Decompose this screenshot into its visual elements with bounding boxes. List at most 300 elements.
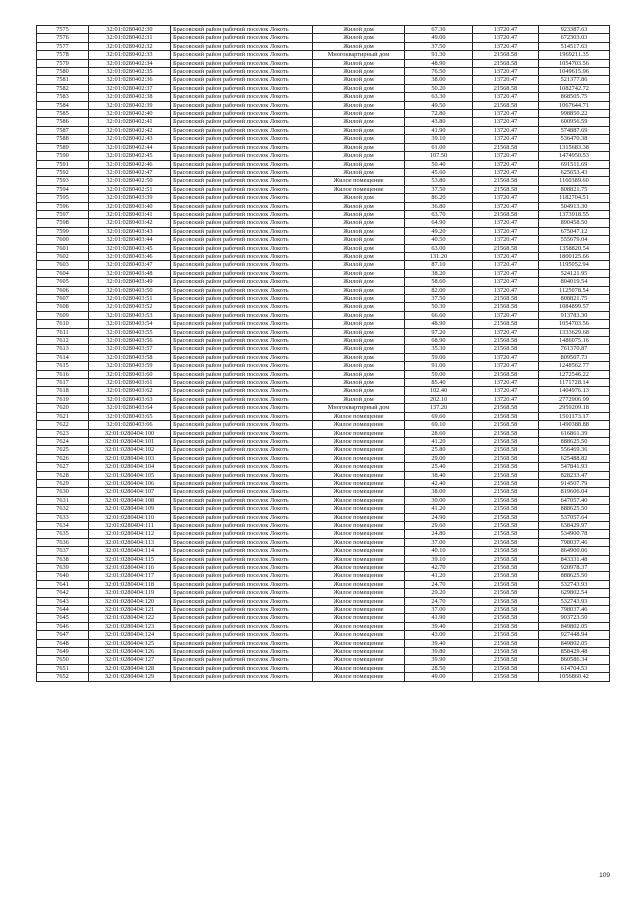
address-cell: Брасовский район рабочий поселок Локоть [171,454,313,462]
object-type-cell: Жилое помещение [313,622,405,630]
object-type-cell: Жилое помещение [313,177,405,185]
cadastral-value-cell: 672303.03 [539,34,610,42]
cadastral-value-cell: 808821.75 [539,295,610,303]
cadastral-number-cell: 32:01:0280404:129 [89,673,171,681]
cadastral-value-cell: 1056860.42 [539,673,610,681]
unit-value-cell: 21568.58 [473,589,539,597]
unit-value-cell: 21568.58 [473,84,539,92]
area-cell: 35.30 [405,345,473,353]
cadastral-number-cell: 32:01:0280404:102 [89,446,171,454]
cadastral-value-cell: 1969211.35 [539,51,610,59]
object-type-cell: Жилое помещение [313,471,405,479]
cadastral-number-cell: 32:01:0280404:123 [89,622,171,630]
row-number-cell: 7632 [37,505,89,513]
unit-value-cell: 21568.58 [473,488,539,496]
table-row [37,160,610,168]
address-cell: Брасовский район рабочий поселок Локоть [171,227,313,235]
cadastral-number-cell: 32:01:0280402:32 [89,42,171,50]
cadastral-number-cell: 32:01:0280402:41 [89,118,171,126]
address-cell: Брасовский район рабочий поселок Локоть [171,143,313,151]
row-number-cell: 7603 [37,261,89,269]
object-type-cell: Жилой дом [313,84,405,92]
cadastral-value-cell: 923387.63 [539,26,610,34]
table-row [37,513,610,521]
unit-value-cell: 21568.58 [473,530,539,538]
table-row [37,337,610,345]
area-cell: 29.00 [405,454,473,462]
row-number-cell: 7582 [37,84,89,92]
cadastral-number-cell: 32:01:0280403:61 [89,379,171,387]
cadastral-value-cell: 2772906.99 [539,395,610,403]
table-row [37,589,610,597]
table-row [37,664,610,672]
row-number-cell: 7649 [37,648,89,656]
address-cell: Брасовский район рабочий поселок Локоть [171,84,313,92]
object-type-cell: Жилое помещение [313,421,405,429]
table-row [37,606,610,614]
row-number-cell: 7645 [37,614,89,622]
address-cell: Брасовский район рабочий поселок Локоть [171,177,313,185]
row-number-cell: 7600 [37,236,89,244]
address-cell: Брасовский район рабочий поселок Локоть [171,135,313,143]
row-number-cell: 7609 [37,311,89,319]
cadastral-number-cell: 32:01:0280403:64 [89,404,171,412]
cadastral-number-cell: 32:01:0280403:57 [89,345,171,353]
area-cell: 69.60 [405,412,473,420]
area-cell: 107.50 [405,152,473,160]
table-row [37,597,610,605]
area-cell: 49.00 [405,673,473,681]
row-number-cell: 7595 [37,194,89,202]
address-cell: Брасовский район рабочий поселок Локоть [171,421,313,429]
area-cell: 28.60 [405,429,473,437]
cadastral-number-cell: 32:01:0280403:50 [89,286,171,294]
address-cell: Брасовский район рабочий поселок Локоть [171,564,313,572]
object-type-cell: Жилой дом [313,370,405,378]
address-cell: Брасовский район рабочий поселок Локоть [171,521,313,529]
unit-value-cell: 13720.47 [473,236,539,244]
address-cell: Брасовский район рабочий поселок Локоть [171,152,313,160]
address-cell: Брасовский район рабочий поселок Локоть [171,463,313,471]
object-type-cell: Жилой дом [313,244,405,252]
object-type-cell: Жилой дом [313,210,405,218]
cadastral-number-cell: 32:01:0280404:118 [89,580,171,588]
row-number-cell: 7620 [37,404,89,412]
area-cell: 39.40 [405,622,473,630]
area-cell: 39.80 [405,648,473,656]
area-cell: 63.70 [405,210,473,218]
cadastral-value-cell: 888625.50 [539,505,610,513]
area-cell: 87.10 [405,261,473,269]
cadastral-number-cell: 32:01:0280403:44 [89,236,171,244]
cadastral-value-cell: 864900.06 [539,547,610,555]
cadastral-value-cell: 504913.30 [539,202,610,210]
area-cell: 91.00 [405,362,473,370]
table-row [37,353,610,361]
address-cell: Брасовский район рабочий поселок Локоть [171,286,313,294]
object-type-cell: Жилой дом [313,160,405,168]
row-number-cell: 7627 [37,463,89,471]
address-cell: Брасовский район рабочий поселок Локоть [171,328,313,336]
cadastral-number-cell: 32:01:0280402:50 [89,177,171,185]
unit-value-cell: 13720.47 [473,42,539,50]
unit-value-cell: 21568.58 [473,471,539,479]
table-row [37,395,610,403]
table-row [37,622,610,630]
area-cell: 29.60 [405,521,473,529]
area-cell: 85.40 [405,379,473,387]
area-cell: 59.00 [405,370,473,378]
object-type-cell: Жилое помещение [313,673,405,681]
row-number-cell: 7621 [37,412,89,420]
row-number-cell: 7607 [37,295,89,303]
object-type-cell: Жилое помещение [313,429,405,437]
unit-value-cell: 13720.47 [473,93,539,101]
address-cell: Брасовский район рабочий поселок Локоть [171,471,313,479]
area-cell: 45.60 [405,168,473,176]
cadastral-value-cell: 849802.05 [539,622,610,630]
cadastral-value-cell: 555679.04 [539,236,610,244]
area-cell: 28.50 [405,664,473,672]
cadastral-number-cell: 32:01:0280404:105 [89,471,171,479]
row-number-cell: 7604 [37,269,89,277]
cadastral-number-cell: 32:01:0280404:106 [89,479,171,487]
table-row [37,135,610,143]
unit-value-cell: 13720.47 [473,160,539,168]
row-number-cell: 7639 [37,564,89,572]
area-cell: 64.90 [405,219,473,227]
address-cell: Брасовский район рабочий поселок Локоть [171,118,313,126]
unit-value-cell: 13720.47 [473,252,539,260]
cadastral-number-cell: 32:01:0280402:39 [89,101,171,109]
cadastral-number-cell: 32:01:0280404:103 [89,454,171,462]
address-cell: Брасовский район рабочий поселок Локоть [171,530,313,538]
unit-value-cell: 21568.58 [473,370,539,378]
address-cell: Брасовский район рабочий поселок Локоть [171,479,313,487]
address-cell: Брасовский район рабочий поселок Локоть [171,362,313,370]
object-type-cell: Жилое помещение [313,606,405,614]
cadastral-value-cell: 1490388.88 [539,421,610,429]
area-cell: 97.20 [405,328,473,336]
row-number-cell: 7613 [37,345,89,353]
unit-value-cell: 21568.58 [473,59,539,67]
cadastral-number-cell: 32:01:0280404:126 [89,648,171,656]
row-number-cell: 7601 [37,244,89,252]
unit-value-cell: 21568.58 [473,555,539,563]
table-row [37,252,610,260]
cadastral-number-cell: 32:01:0280402:46 [89,160,171,168]
row-number-cell: 7628 [37,471,89,479]
cadastral-value-cell: 1160389.60 [539,177,610,185]
object-type-cell: Жилой дом [313,278,405,286]
area-cell: 25.80 [405,446,473,454]
cadastral-number-cell: 32:01:0280404:117 [89,572,171,580]
area-cell: 137.20 [405,404,473,412]
unit-value-cell: 21568.58 [473,412,539,420]
unit-value-cell: 13720.47 [473,76,539,84]
unit-value-cell: 13720.47 [473,194,539,202]
address-cell: Брасовский район рабочий поселок Локоть [171,34,313,42]
cadastral-number-cell: 32:01:0280404:125 [89,639,171,647]
unit-value-cell: 21568.58 [473,143,539,151]
object-type-cell: Жилое помещение [313,664,405,672]
area-cell: 30.00 [405,496,473,504]
address-cell: Брасовский район рабочий поселок Локоть [171,244,313,252]
unit-value-cell: 21568.58 [473,656,539,664]
cadastral-number-cell: 32:01:0280402:51 [89,185,171,193]
area-cell: 43.80 [405,118,473,126]
cadastral-number-cell: 32:01:0280404:116 [89,564,171,572]
object-type-cell: Жилое помещение [313,580,405,588]
table-row [37,311,610,319]
cadastral-value-cell: 860586.34 [539,656,610,664]
cadastral-number-cell: 32:01:0280403:46 [89,252,171,260]
row-number-cell: 7576 [37,34,89,42]
address-cell: Брасовский район рабочий поселок Локоть [171,194,313,202]
cadastral-number-cell: 32:01:0280403:62 [89,387,171,395]
registry-table-body [37,26,610,682]
address-cell: Брасовский район рабочий поселок Локоть [171,404,313,412]
address-cell: Брасовский район рабочий поселок Локоть [171,656,313,664]
cadastral-value-cell: 547841.93 [539,463,610,471]
area-cell: 25.40 [405,463,473,471]
cadastral-number-cell: 32:01:0280402:38 [89,93,171,101]
area-cell: 50.30 [405,303,473,311]
table-row [37,244,610,252]
cadastral-value-cell: 913783.30 [539,311,610,319]
address-cell: Брасовский район рабочий поселок Локоть [171,555,313,563]
object-type-cell: Жилое помещение [313,614,405,622]
row-number-cell: 7587 [37,126,89,134]
object-type-cell: Жилое помещение [313,488,405,496]
area-cell: 68.90 [405,337,473,345]
table-row [37,219,610,227]
row-number-cell: 7631 [37,496,89,504]
table-row [37,463,610,471]
row-number-cell: 7651 [37,664,89,672]
cadastral-value-cell: 1049615.96 [539,68,610,76]
unit-value-cell: 13720.47 [473,68,539,76]
object-type-cell: Жилой дом [313,26,405,34]
object-type-cell: Жилой дом [313,126,405,134]
cadastral-value-cell: 761370.87 [539,345,610,353]
area-cell: 42.40 [405,479,473,487]
cadastral-number-cell: 32:01:0280403:48 [89,269,171,277]
table-row [37,194,610,202]
unit-value-cell: 21568.58 [473,404,539,412]
cadastral-value-cell: 1084899.57 [539,303,610,311]
area-cell: 39.40 [405,639,473,647]
cadastral-value-cell: 903723.50 [539,614,610,622]
table-row [37,614,610,622]
unit-value-cell: 13720.47 [473,202,539,210]
cadastral-value-cell: 647057.40 [539,496,610,504]
cadastral-number-cell: 32:01:0280403:52 [89,303,171,311]
row-number-cell: 7589 [37,143,89,151]
object-type-cell: Жилой дом [313,110,405,118]
cadastral-value-cell: 927448.94 [539,631,610,639]
unit-value-cell: 21568.58 [473,437,539,445]
table-row [37,345,610,353]
object-type-cell: Жилой дом [313,320,405,328]
row-number-cell: 7642 [37,589,89,597]
area-cell: 24.70 [405,580,473,588]
unit-value-cell: 21568.58 [473,547,539,555]
area-cell: 63.30 [405,93,473,101]
cadastral-number-cell: 32:01:0280403:59 [89,362,171,370]
cadastral-number-cell: 32:01:0280404:108 [89,496,171,504]
cadastral-value-cell: 1171728.14 [539,379,610,387]
table-row [37,202,610,210]
cadastral-value-cell: 868505.75 [539,93,610,101]
cadastral-value-cell: 1800125.66 [539,252,610,260]
object-type-cell: Жилой дом [313,202,405,210]
unit-value-cell: 21568.58 [473,185,539,193]
cadastral-number-cell: 32:01:0280403:51 [89,295,171,303]
unit-value-cell: 21568.58 [473,538,539,546]
cadastral-number-cell: 32:01:0280403:40 [89,202,171,210]
address-cell: Брасовский район рабочий поселок Локоть [171,547,313,555]
row-number-cell: 7605 [37,278,89,286]
table-row [37,303,610,311]
cadastral-value-cell: 858429.48 [539,648,610,656]
unit-value-cell: 21568.58 [473,295,539,303]
object-type-cell: Жилое помещение [313,597,405,605]
area-cell: 67.30 [405,26,473,34]
area-cell: 43.00 [405,631,473,639]
address-cell: Брасовский район рабочий поселок Локоть [171,210,313,218]
address-cell: Брасовский район рабочий поселок Локоть [171,488,313,496]
address-cell: Брасовский район рабочий поселок Локоть [171,446,313,454]
cadastral-value-cell: 532743.93 [539,580,610,588]
row-number-cell: 7633 [37,513,89,521]
cadastral-value-cell: 556469.36 [539,446,610,454]
area-cell: 41.20 [405,505,473,513]
table-row [37,379,610,387]
object-type-cell: Многоквартирный дом [313,51,405,59]
table-row [37,479,610,487]
unit-value-cell: 21568.58 [473,664,539,672]
unit-value-cell: 21568.58 [473,210,539,218]
unit-value-cell: 13720.47 [473,261,539,269]
cadastral-value-cell: 1501173.17 [539,412,610,420]
row-number-cell: 7585 [37,110,89,118]
object-type-cell: Жилой дом [313,93,405,101]
cadastral-number-cell: 32:01:0280403:56 [89,337,171,345]
object-type-cell: Жилой дом [313,303,405,311]
table-row [37,362,610,370]
table-row [37,412,610,420]
unit-value-cell: 13720.47 [473,219,539,227]
table-row [37,656,610,664]
cadastral-value-cell: 849802.05 [539,639,610,647]
area-cell: 82.00 [405,286,473,294]
table-row [37,42,610,50]
cadastral-number-cell: 32:01:0280402:42 [89,126,171,134]
address-cell: Брасовский район рабочий поселок Локоть [171,219,313,227]
unit-value-cell: 21568.58 [473,337,539,345]
table-row [37,521,610,529]
area-cell: 49.00 [405,34,473,42]
address-cell: Брасовский район рабочий поселок Локоть [171,353,313,361]
address-cell: Брасовский район рабочий поселок Локоть [171,639,313,647]
area-cell: 24.70 [405,597,473,605]
cadastral-number-cell: 32:01:0280402:37 [89,84,171,92]
row-number-cell: 7616 [37,370,89,378]
object-type-cell: Жилой дом [313,135,405,143]
table-row [37,429,610,437]
object-type-cell: Жилой дом [313,362,405,370]
area-cell: 40.50 [405,236,473,244]
object-type-cell: Жилой дом [313,194,405,202]
cadastral-number-cell: 32:01:0280404:124 [89,631,171,639]
cadastral-value-cell: 1125078.54 [539,286,610,294]
row-number-cell: 7643 [37,597,89,605]
unit-value-cell: 21568.58 [473,429,539,437]
cadastral-value-cell: 920978.37 [539,564,610,572]
cadastral-value-cell: 1054703.56 [539,59,610,67]
address-cell: Брасовский район рабочий поселок Локоть [171,42,313,50]
area-cell: 42.70 [405,564,473,572]
cadastral-value-cell: 1315683.38 [539,143,610,151]
unit-value-cell: 13720.47 [473,126,539,134]
object-type-cell: Жилое помещение [313,631,405,639]
area-cell: 49.20 [405,227,473,235]
cadastral-value-cell: 532743.93 [539,597,610,605]
area-cell: 50.20 [405,84,473,92]
cadastral-number-cell: 32:01:0280404:121 [89,606,171,614]
object-type-cell: Многоквартирный дом [313,404,405,412]
cadastral-value-cell: 1082742.72 [539,84,610,92]
unit-value-cell: 21568.58 [473,496,539,504]
area-cell: 38.00 [405,76,473,84]
row-number-cell: 7637 [37,547,89,555]
object-type-cell: Жилое помещение [313,555,405,563]
unit-value-cell: 21568.58 [473,580,539,588]
object-type-cell: Жилой дом [313,261,405,269]
row-number-cell: 7635 [37,530,89,538]
row-number-cell: 7617 [37,379,89,387]
cadastral-value-cell: 1054703.56 [539,320,610,328]
table-row [37,538,610,546]
cadastral-value-cell: 819606.04 [539,488,610,496]
cadastral-number-cell: 32:01:0280403:63 [89,395,171,403]
cadastral-value-cell: 537057.64 [539,513,610,521]
row-number-cell: 7640 [37,572,89,580]
cadastral-number-cell: 32:01:0280402:30 [89,26,171,34]
address-cell: Брасовский район рабочий поселок Локоть [171,395,313,403]
unit-value-cell: 21568.58 [473,244,539,252]
unit-value-cell: 21568.58 [473,421,539,429]
row-number-cell: 7618 [37,387,89,395]
table-row [37,387,610,395]
unit-value-cell: 13720.47 [473,353,539,361]
cadastral-number-cell: 32:01:0280404:127 [89,656,171,664]
cadastral-value-cell: 2959209.18 [539,404,610,412]
address-cell: Брасовский район рабочий поселок Локоть [171,252,313,260]
unit-value-cell: 13720.47 [473,278,539,286]
cadastral-number-cell: 32:01:0280403:39 [89,194,171,202]
row-number-cell: 7596 [37,202,89,210]
table-row [37,168,610,176]
cadastral-value-cell: 1486075.16 [539,337,610,345]
table-row [37,177,610,185]
cadastral-value-cell: 888625.50 [539,437,610,445]
object-type-cell: Жилой дом [313,118,405,126]
table-row [37,437,610,445]
address-cell: Брасовский район рабочий поселок Локоть [171,505,313,513]
cadastral-number-cell: 32:01:0280402:45 [89,152,171,160]
